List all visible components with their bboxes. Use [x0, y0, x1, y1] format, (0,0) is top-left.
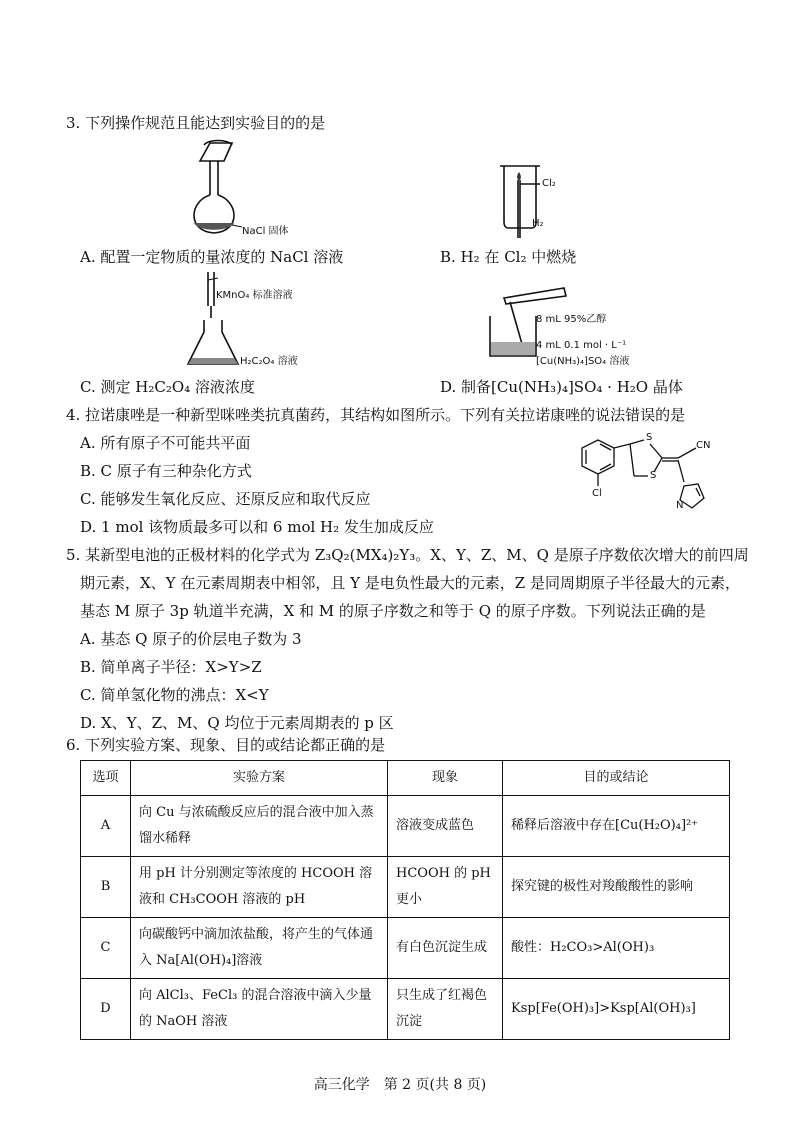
table-row: [81, 857, 730, 918]
q6-table: [80, 760, 730, 1040]
q5-option-a: A. 基态 Q 原子的价层电子数为 3: [80, 630, 302, 648]
q4-option-b: B. C 原子有三种杂化方式: [80, 462, 252, 480]
row-b-phenomenon: HCOOH 的 pH 更小: [388, 857, 503, 918]
q4-option-c: C. 能够发生氧化反应、还原反应和取代反应: [80, 490, 371, 508]
q3-title: 3. 下列操作规范且能达到实验目的的是: [66, 114, 326, 132]
figure-b-h2-label: H₂: [532, 218, 544, 229]
table-row: [81, 796, 730, 857]
table-row: [81, 979, 730, 1040]
row-b-option: B: [81, 857, 131, 918]
row-a-conclusion: 稀释后溶液中存在[Cu(H₂O)₄]²⁺: [503, 796, 730, 857]
q5-option-b: B. 简单离子半径：X>Y>Z: [80, 658, 262, 676]
figure-b-cl2-label: Cl₂: [542, 178, 556, 189]
q3-option-b: B. H₂ 在 Cl₂ 中燃烧: [440, 248, 577, 266]
row-c-conclusion: 酸性：H₂CO₃>Al(OH)₃: [503, 918, 730, 979]
structure-s1-label: S: [646, 432, 653, 443]
table-row: [81, 918, 730, 979]
q3-option-d: D. 制备[Cu(NH₃)₄]SO₄ · H₂O 晶体: [440, 378, 683, 396]
q4-title: 4. 拉诺康唑是一种新型咪唑类抗真菌药，其结构如图所示。下列有关拉诺康唑的说法错误的是: [66, 406, 686, 424]
q5-stem-line-2: 期元素，X、Y 在元素周期表中相邻，且 Y 是电负性最大的元素，Z 是同周期原子半径最大的元素，: [80, 574, 740, 592]
q5-stem-line-3: 基态 M 原子 3p 轨道半充满，X 和 M 的原子序数之和等于 Q 的原子序数。下列说法正确的是: [80, 602, 706, 620]
q5-option-d: D. X、Y、Z、M、Q 均位于元素周期表的 p 区: [80, 714, 394, 732]
header-option: 选项: [81, 761, 131, 796]
q3-option-a: A. 配置一定物质的量浓度的 NaCl 溶液: [80, 248, 344, 266]
figure-a-label: NaCl 固体: [242, 226, 289, 237]
header-scheme: 实验方案: [131, 761, 388, 796]
row-d-scheme: 向 AlCl₃、FeCl₃ 的混合溶液中滴入少量的 NaOH 溶液: [131, 979, 388, 1040]
row-a-scheme: 向 Cu 与浓硫酸反应后的混合液中加入蒸馏水稀释: [131, 796, 388, 857]
row-d-phenomenon: 只生成了红褐色沉淀: [388, 979, 503, 1040]
header-phenomenon: 现象: [388, 761, 503, 796]
q3-option-c: C. 测定 H₂C₂O₄ 溶液浓度: [80, 378, 255, 396]
structure-cn-label: CN: [696, 440, 711, 451]
row-a-phenomenon: 溶液变成蓝色: [388, 796, 503, 857]
row-c-scheme: 向碳酸钙中滴加浓盐酸，将产生的气体通入 Na[Al(OH)₄]溶液: [131, 918, 388, 979]
figure-d-bottom-label: [Cu(NH₃)₄]SO₄ 溶液: [536, 356, 630, 367]
row-c-option: C: [81, 918, 131, 979]
q5-stem-line-1: 5. 某新型电池的正极材料的化学式为 Z₃Q₂(MX₄)₂Y₃。X、Y、Z、M、Q 是原子序数依次增大的前四周: [66, 546, 749, 564]
q5-option-c: C. 简单氢化物的沸点：X<Y: [80, 686, 269, 704]
structure-n-label: N: [676, 500, 684, 511]
q4-option-d: D. 1 mol 该物质最多可以和 6 mol H₂ 发生加成反应: [80, 518, 434, 536]
header-conclusion: 目的或结论: [503, 761, 730, 796]
row-d-option: D: [81, 979, 131, 1040]
row-b-scheme: 用 pH 计分别测定等浓度的 HCOOH 溶液和 CH₃COOH 溶液的 pH: [131, 857, 388, 918]
figure-d-mid-label: 4 mL 0.1 mol · L⁻¹: [536, 340, 627, 351]
figure-c-top-label: KMnO₄ 标准溶液: [216, 290, 293, 301]
structure-s2-label: S: [650, 470, 657, 481]
figure-d-top-label: 8 mL 95%乙醇: [536, 314, 607, 325]
structure-cl-label: Cl: [592, 488, 602, 499]
row-d-conclusion: Ksp[Fe(OH)₃]>Ksp[Al(OH)₃]: [503, 979, 730, 1040]
table-header-row: [81, 761, 730, 796]
figure-b-gas-jar: [496, 162, 556, 242]
q4-option-a: A. 所有原子不可能共平面: [80, 434, 251, 452]
q6-title: 6. 下列实验方案、现象、目的或结论都正确的是: [66, 736, 386, 754]
page-footer: 高三化学 第 2 页(共 8 页): [313, 1077, 487, 1093]
figure-c-bottom-label: H₂C₂O₄ 溶液: [240, 356, 298, 367]
row-a-option: A: [81, 796, 131, 857]
row-c-phenomenon: 有白色沉淀生成: [388, 918, 503, 979]
row-b-conclusion: 探究键的极性对羧酸酸性的影响: [503, 857, 730, 918]
